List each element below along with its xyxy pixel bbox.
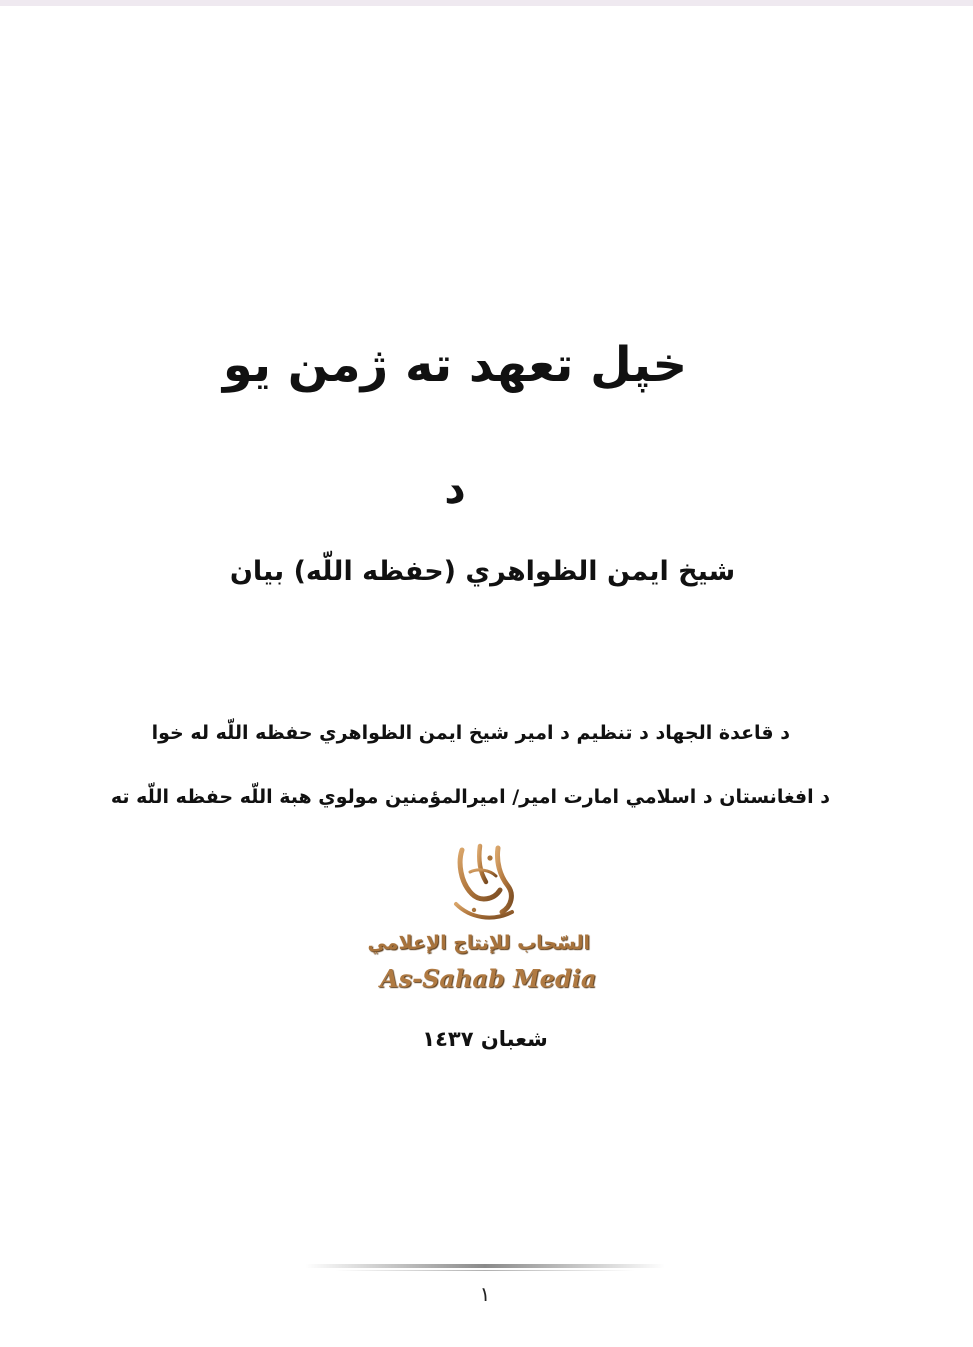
as-sahab-calligraphy-icon — [450, 842, 520, 924]
sender-note: د قاعدة الجهاد د تنظيم د امير شيخ ايمن الظواهري حفظه اللّه له خوا — [151, 722, 790, 744]
top-strip — [0, 0, 973, 6]
document-title: خپل تعهد ته ژمن یو — [222, 337, 688, 393]
footer-divider — [305, 1264, 665, 1268]
as-sahab-logo — [367, 842, 597, 1002]
logo-latin-text: As-Sahab Media — [380, 964, 597, 993]
footer-divider-thin — [335, 1270, 635, 1271]
page-number: ١ — [479, 1282, 491, 1306]
document-date: شعبان ١٤٣٧ — [422, 1027, 548, 1051]
recipient-note: د افغانستان د اسلامي امارت امير/ اميرالمؤمنين مولوي هبة اللّه حفظه اللّه ته — [110, 786, 830, 808]
document-subtitle: شيخ ايمن الظواهري (حفظه اللّه) بيان — [229, 556, 736, 587]
document-of-particle: د — [444, 464, 466, 513]
logo-arabic-text: السّحاب للإنتاج الإعلامي — [367, 932, 590, 954]
